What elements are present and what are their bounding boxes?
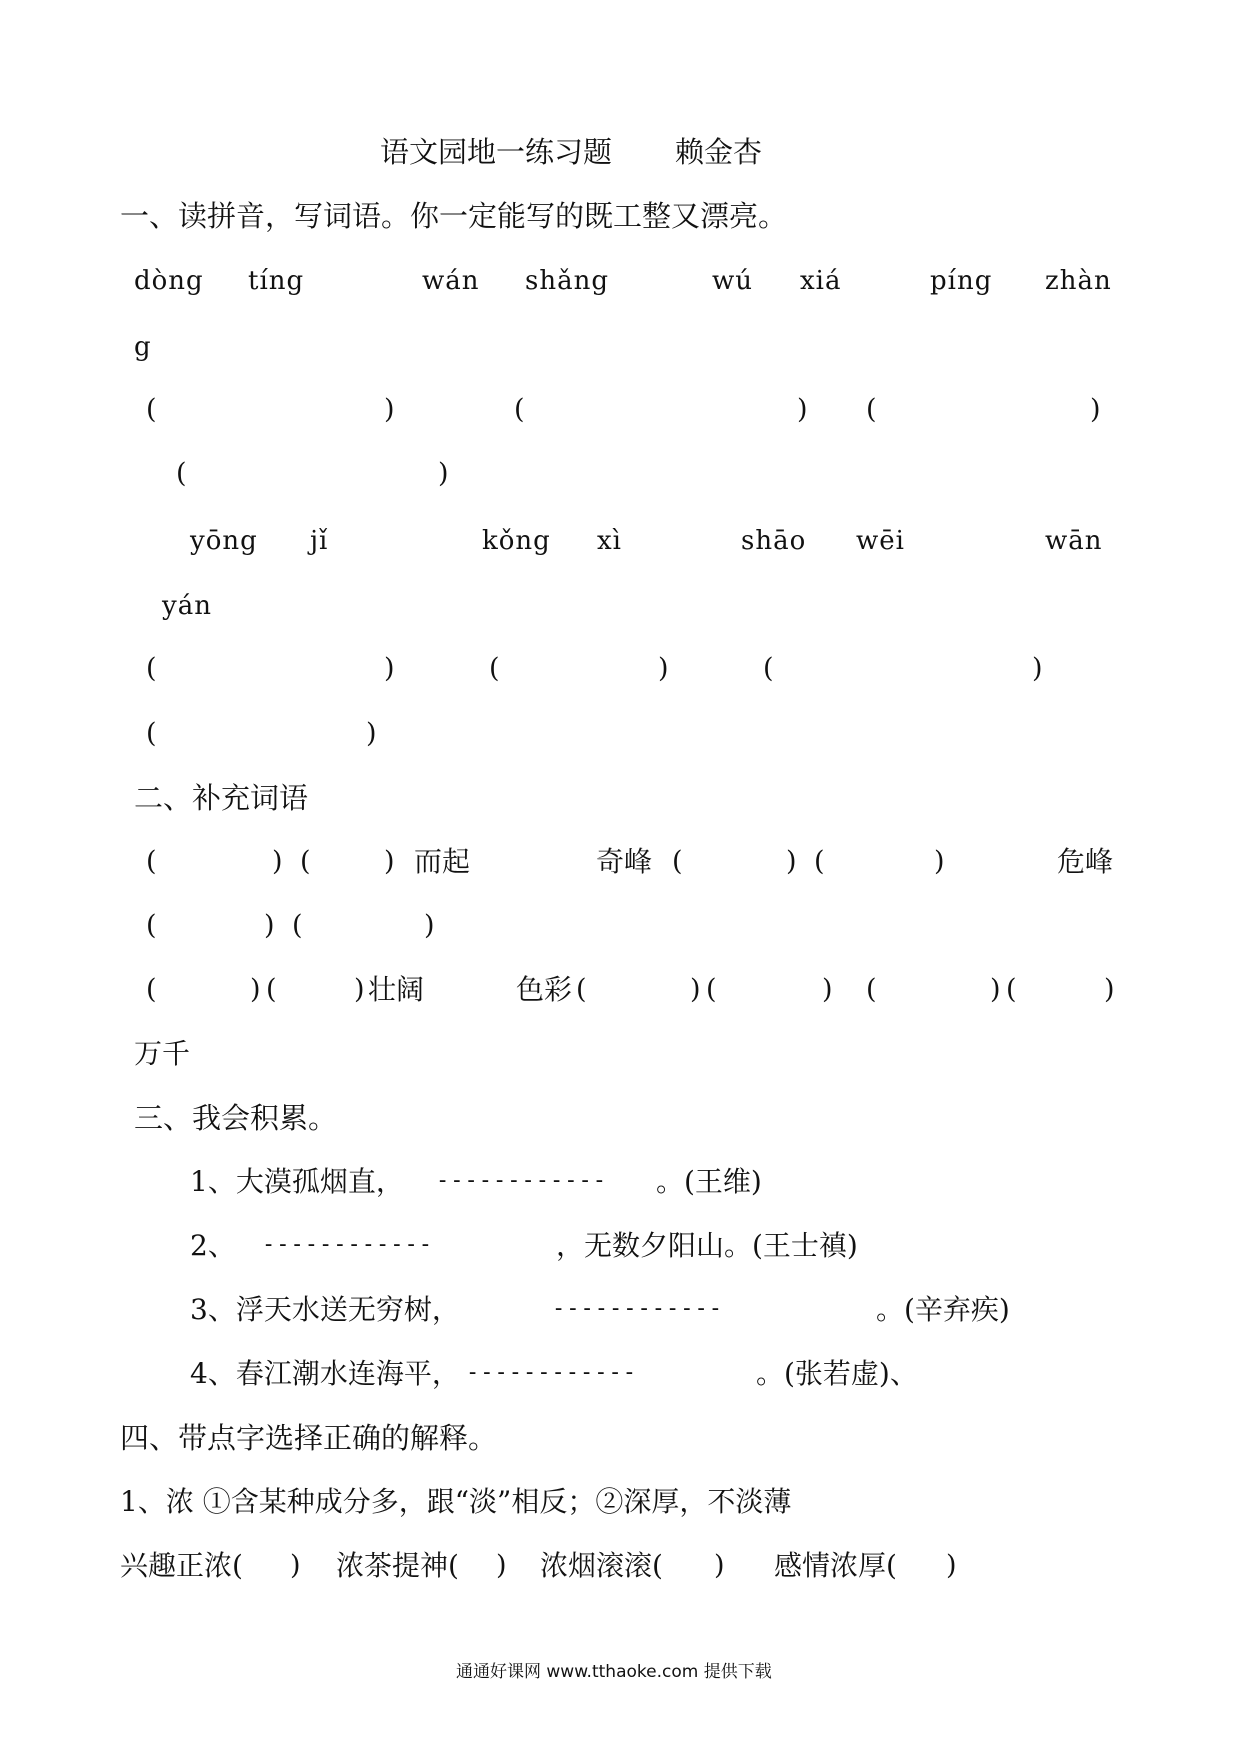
answer-paren-close: ) [797, 394, 808, 425]
pinyin: zhàn [1045, 266, 1112, 296]
poem-line-3-prefix: 3、浮天水送无穷树， [190, 1293, 460, 1326]
answer-paren-open: ( [292, 910, 303, 941]
phrase-3: 浓烟滚滚( [540, 1549, 663, 1582]
pinyin: yōng [190, 526, 258, 556]
idiom-word: 壮阔 [368, 973, 425, 1006]
idiom-word: 万千 [134, 1037, 191, 1070]
author-name: 赖金杏 [675, 135, 763, 169]
answer-paren-close: ) [1032, 653, 1043, 684]
pinyin: píng [930, 266, 993, 296]
answer-paren-open: ( [576, 974, 587, 1005]
answer-paren-open: ( [176, 458, 187, 489]
answer-paren-close: ) [934, 846, 945, 877]
answer-paren-open: ( [814, 846, 825, 877]
phrase-2: 浓茶提神( [336, 1549, 459, 1582]
idiom-word: 危峰 [1057, 845, 1114, 878]
pinyin: dòng [134, 266, 204, 296]
answer-paren-open: ( [300, 846, 311, 877]
answer-paren-close: ) [272, 846, 283, 877]
phrase-2-close: ) [496, 1550, 507, 1581]
page-title: 语文园地一练习题 [380, 135, 613, 169]
pinyin: wēi [856, 526, 905, 556]
answer-paren-close: ) [786, 846, 797, 877]
download-footer: 通通好课网 www.tthaoke.com 提供下载 [456, 1662, 772, 1682]
pinyin: yán [162, 591, 212, 621]
answer-paren-close: ) [366, 718, 377, 749]
poem-line-4-prefix: 4、春江潮水连海平， [190, 1357, 460, 1390]
pinyin: shāo [741, 526, 807, 556]
section-1-heading: 一、读拼音，写词语。你一定能写的既工整又漂亮。 [120, 199, 788, 233]
pinyin: wú [712, 266, 753, 296]
section-4-heading: 四、带点字选择正确的解释。 [120, 1421, 498, 1455]
poem-line-3-suffix: 。(辛弃疾) [876, 1293, 1010, 1326]
poem-line-4-blank: ------------ [466, 1360, 637, 1385]
answer-paren-close: ) [658, 653, 669, 684]
answer-paren-open: ( [266, 974, 277, 1005]
answer-paren-open: ( [1006, 974, 1017, 1005]
poem-line-1-blank: ------------ [436, 1168, 607, 1193]
pinyin: wán [422, 266, 480, 296]
poem-line-2-prefix: 2、 [190, 1229, 236, 1262]
poem-line-1-prefix: 1、大漠孤烟直， [190, 1165, 404, 1198]
idiom-word: 奇峰 [596, 845, 653, 878]
answer-paren-open: ( [146, 718, 157, 749]
answer-paren-open: ( [146, 910, 157, 941]
answer-paren-close: ) [264, 910, 275, 941]
answer-paren-open: ( [489, 653, 500, 684]
answer-paren-open: ( [514, 394, 525, 425]
section-3-heading: 三、我会积累。 [134, 1101, 338, 1135]
answer-paren-close: ) [1104, 974, 1115, 1005]
pinyin: g [134, 332, 152, 362]
pinyin: tíng [248, 266, 305, 296]
idiom-word: 而起 [414, 845, 471, 878]
answer-paren-open: ( [866, 394, 877, 425]
poem-line-2-suffix: ，无数夕阳山。(王士禛) [556, 1229, 858, 1262]
pinyin: kǒng [482, 526, 551, 556]
section-2-heading: 二、补充词语 [134, 781, 309, 815]
pinyin: xì [597, 526, 622, 556]
answer-paren-open: ( [763, 653, 774, 684]
answer-paren-open: ( [706, 974, 717, 1005]
answer-paren-close: ) [438, 458, 449, 489]
phrase-1-close: ) [290, 1550, 301, 1581]
answer-paren-close: ) [822, 974, 833, 1005]
answer-paren-open: ( [146, 394, 157, 425]
answer-paren-close: ) [384, 394, 395, 425]
poem-line-3-blank: ------------ [552, 1296, 723, 1321]
answer-paren-open: ( [866, 974, 877, 1005]
answer-paren-open: ( [146, 846, 157, 877]
phrase-4-close: ) [946, 1550, 957, 1581]
idiom-word: 色彩 [516, 973, 573, 1006]
answer-paren-close: ) [354, 974, 365, 1005]
phrase-1: 兴趣正浓( [120, 1549, 243, 1582]
pinyin: shǎng [525, 266, 609, 296]
pinyin: jǐ [310, 526, 329, 556]
answer-paren-close: ) [384, 846, 395, 877]
phrase-4: 感情浓厚( [774, 1549, 897, 1582]
answer-paren-close: ) [990, 974, 1001, 1005]
pinyin: xiá [800, 266, 842, 296]
answer-paren-open: ( [672, 846, 683, 877]
phrase-3-close: ) [714, 1550, 725, 1581]
answer-paren-close: ) [424, 910, 435, 941]
answer-paren-close: ) [690, 974, 701, 1005]
poem-line-1-suffix: 。(王维) [656, 1165, 762, 1198]
poem-line-2-blank: ------------ [262, 1232, 433, 1257]
question-1: 1、浓 ①含某种成分多，跟“淡”相反；②深厚，不淡薄 [120, 1485, 792, 1518]
poem-line-4-suffix: 。(张若虚)、 [756, 1357, 918, 1390]
answer-paren-open: ( [146, 974, 157, 1005]
answer-paren-close: ) [1090, 394, 1101, 425]
answer-paren-open: ( [146, 653, 157, 684]
answer-paren-close: ) [384, 653, 395, 684]
pinyin: wān [1045, 526, 1103, 556]
answer-paren-close: ) [250, 974, 261, 1005]
